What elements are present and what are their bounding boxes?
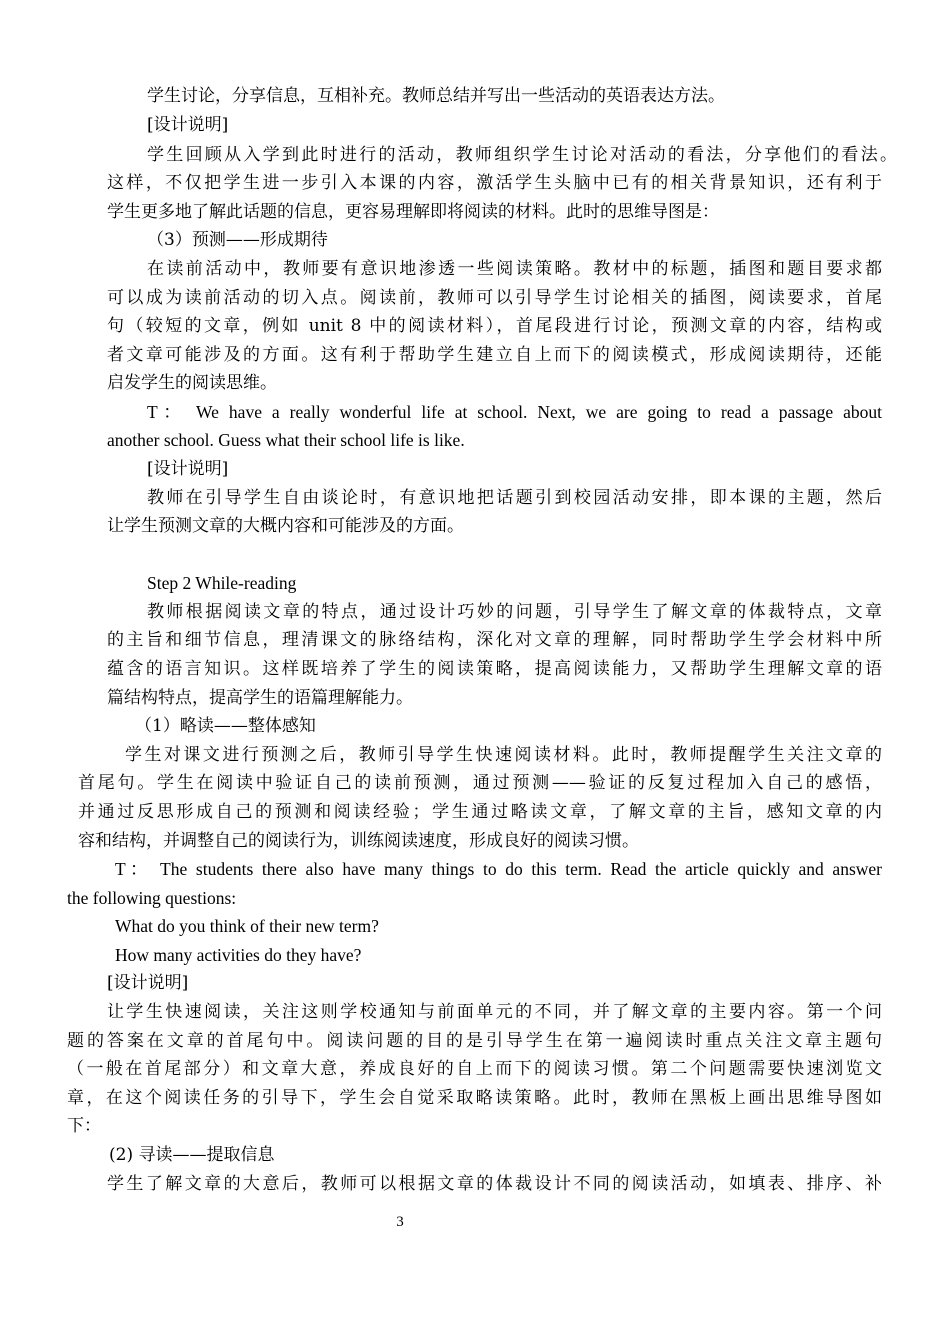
section-heading: （3）预测——形成期待 (147, 230, 328, 250)
text-line: 蕴含的语言知识。这样既培养了学生的阅读策略，提高阅读能力，又帮助学生理解文章的语 (107, 659, 882, 679)
text-line: 教师在引导学生自由谈论时，有意识地把话题引到校园活动安排，即本课的主题，然后 (147, 488, 882, 508)
design-note-heading: [设计说明] (147, 115, 229, 135)
text-line: 首尾句。学生在阅读中验证自己的读前预测，通过预测——验证的反复过程加入自己的感悟， (78, 773, 882, 793)
section-heading: （1）略读——整体感知 (135, 716, 316, 736)
text-line: 并通过反思形成自己的预测和阅读经验；学生通过略读文章，了解文章的主旨，感知文章的内 (78, 802, 882, 822)
text-line: 在读前活动中，教师要有意识地渗透一些阅读策略。教材中的标题，插图和题目要求都 (147, 259, 882, 279)
text-line: 让学生预测文章的大概内容和可能涉及的方面。 (107, 516, 464, 536)
text-line: 的主旨和细节信息，理清课文的脉络结构，深化对文章的理解，同时帮助学生学会材料中所 (107, 630, 882, 650)
design-note-heading: [设计说明] (107, 973, 189, 993)
text-line: 学生了解文章的大意后，教师可以根据文章的体裁设计不同的阅读活动，如填表、排序、补 (107, 1174, 882, 1194)
text-line: 题的答案在文章的首尾句中。阅读问题的目的是引导学生在第一遍阅读时重点关注文章主题句 (67, 1031, 882, 1051)
text-line: 容和结构，并调整自己的阅读行为，训练阅读速度，形成良好的阅读习惯。 (78, 831, 639, 851)
section-heading: (2) 寻读——提取信息 (109, 1145, 275, 1165)
page-number: 3 (396, 1214, 404, 1230)
text-line: 学生回顾从入学到此时进行的活动，教师组织学生讨论对活动的看法，分享他们的看法。 (147, 145, 897, 165)
dialogue-line: T： We have a really wonderful life at school. Next, we are going to read a passage about (147, 402, 882, 422)
text-line: 启发学生的阅读思维。 (107, 373, 277, 393)
text-line: 学生更多地了解此话题的信息，更容易理解即将阅读的材料。此时的思维导图是： (107, 202, 719, 222)
text-line: 句（较短的文章，例如 unit 8 中的阅读材料），首尾段进行讨论，预测文章的内容，结构或 (107, 316, 882, 336)
text-line: 让学生快速阅读，关注这则学校通知与前面单元的不同，并了解文章的主要内容。第一个问 (107, 1002, 882, 1022)
dialogue-line: T： The students there also have many things to do this term. Read the article quickly and answer (115, 859, 882, 879)
text-line: 章，在这个阅读任务的引导下，学生会自觉采取略读策略。此时，教师在黑板上画出思维导图如 (67, 1088, 882, 1108)
question-line: How many activities do they have? (115, 945, 362, 965)
text-line: 下： (67, 1116, 101, 1136)
dialogue-line: another school. Guess what their school life is like. (107, 430, 465, 450)
step-heading: Step 2 While-reading (147, 573, 297, 593)
text-line: （一般在首尾部分）和文章大意，养成良好的自上而下的阅读习惯。第二个问题需要快速浏览文 (67, 1059, 882, 1079)
design-note-heading: [设计说明] (147, 459, 229, 479)
text-line: 篇结构特点，提高学生的语篇理解能力。 (107, 688, 413, 708)
text-line: 学生对课文进行预测之后，教师引导学生快速阅读材料。此时，教师提醒学生关注文章的 (125, 745, 882, 765)
dialogue-line: the following questions: (67, 888, 237, 908)
text-line: 这样，不仅把学生进一步引入本课的内容，激活学生头脑中已有的相关背景知识，还有利于 (107, 173, 882, 193)
text-line: 教师根据阅读文章的特点，通过设计巧妙的问题，引导学生了解文章的体裁特点，文章 (147, 602, 882, 622)
text-line: 者文章可能涉及的方面。这有利于帮助学生建立自上而下的阅读模式，形成阅读期待，还能 (107, 345, 882, 365)
text-line: 学生讨论，分享信息，互相补充。教师总结并写出一些活动的英语表达方法。 (147, 86, 725, 106)
question-line: What do you think of their new term? (115, 916, 379, 936)
text-line: 可以成为读前活动的切入点。阅读前，教师可以引导学生讨论相关的插图，阅读要求，首尾 (107, 288, 882, 308)
